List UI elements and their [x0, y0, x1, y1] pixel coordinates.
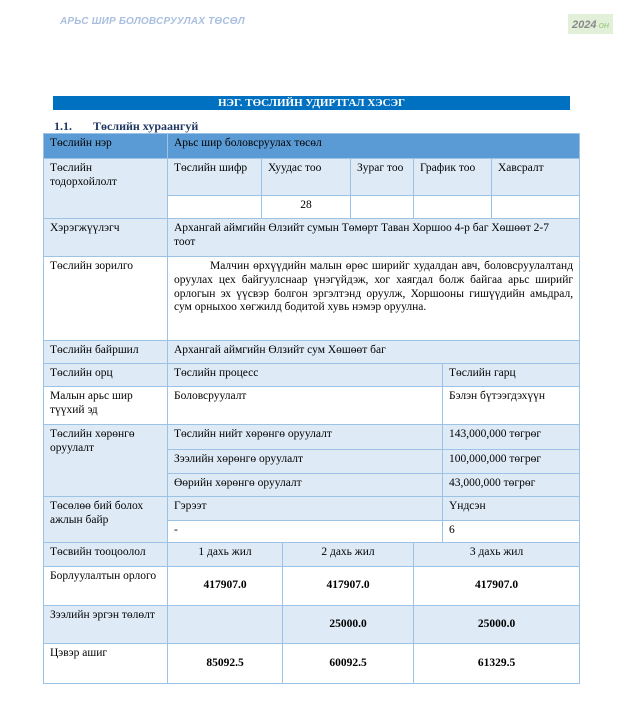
- table-row: [44, 567, 580, 606]
- row-value: 417907.0: [283, 567, 414, 606]
- row-label: Зээлийн эргэн төлөлт: [44, 606, 168, 644]
- table-row: [44, 425, 580, 450]
- invest-label: Төслийн хөрөнгө оруулалт: [44, 425, 168, 497]
- executor-label: Хэрэгжүүлэгч: [44, 219, 168, 257]
- invest-row-value: 100,000,000 төгрөг: [443, 450, 580, 474]
- calc-label: Төсвийн тооцоолол: [44, 543, 168, 567]
- input-label: Төслийн орц: [44, 364, 168, 387]
- row-label: Цэвэр ашиг: [44, 644, 168, 684]
- invest-row-value: 43,000,000 төгрөг: [443, 474, 580, 497]
- row-value: 61329.5: [414, 644, 580, 684]
- table-row: [44, 387, 580, 425]
- row-value: 417907.0: [414, 567, 580, 606]
- purpose-value: Малчин өрхүүдийн малын өрөс ширийг худалдан авч, боловсруулалтанд оруулах цех байгуулснаар үнэгүйдэж, хог хаягдал болж байгаа арьс ширийг орлогын эх үүсвэр болгон эргэлтэнд оруулж, Хоршооны гишүүдийн амьдрал, сум орныхоо хөгжилд бодитой хувь нэмэр оруулна.: [168, 257, 580, 341]
- table-row: [44, 257, 580, 341]
- table-row: [44, 159, 580, 196]
- subsection-number: 1.1.: [54, 119, 72, 133]
- details-col: Хавсралт: [492, 159, 580, 196]
- details-label: Төслийн тодорхойлолт: [44, 159, 168, 219]
- raw-material-label: Малын арьс шир түүхий эд: [44, 387, 168, 425]
- invest-row-value: 143,000,000 төгрөг: [443, 425, 580, 450]
- details-val: [351, 196, 414, 219]
- row-value: 25000.0: [283, 606, 414, 644]
- invest-row-label: Зээлийн хөрөнгө оруулалт: [168, 450, 443, 474]
- jobs-label: Төсөлөө бий болох ажлын байр: [44, 497, 168, 543]
- subsection-title: Төслийн хураангуй: [93, 119, 199, 133]
- table-row: [44, 341, 580, 364]
- details-col: Төслийн шифр: [168, 159, 262, 196]
- location-label: Төслийн байршил: [44, 341, 168, 364]
- details-col: График тоо: [414, 159, 492, 196]
- output-value: Бэлэн бүтээгдэхүүн: [443, 387, 580, 425]
- details-val: 28: [262, 196, 351, 219]
- details-val: [492, 196, 580, 219]
- row-value: 25000.0: [414, 606, 580, 644]
- table-row: [44, 644, 580, 684]
- document-header-title: АРЬС ШИР БОЛОВСРУУЛАХ ТӨСӨЛ: [60, 16, 245, 27]
- process-label: Төслийн процесс: [168, 364, 443, 387]
- year-col: 2 дахь жил: [283, 543, 414, 567]
- table-row: [44, 497, 580, 521]
- project-name-value: Арьс шир боловсруулах төсөл: [168, 134, 580, 159]
- table-row: [44, 606, 580, 644]
- subsection-heading: [54, 119, 198, 134]
- location-value: Архангай аймгийн Өлзийт сум Хөшөөт баг: [168, 341, 580, 364]
- jobs-col: Үндсэн: [443, 497, 580, 521]
- details-col: Хуудас тоо: [262, 159, 351, 196]
- details-val: [168, 196, 262, 219]
- jobs-val: 6: [443, 521, 580, 543]
- row-value: 85092.5: [168, 644, 283, 684]
- invest-row-label: Өөрийн хөрөнгө оруулалт: [168, 474, 443, 497]
- table-row: [44, 134, 580, 159]
- details-val: [414, 196, 492, 219]
- year-suffix: ОН: [598, 23, 609, 30]
- table-row: [44, 364, 580, 387]
- details-col: Зураг тоо: [351, 159, 414, 196]
- jobs-col: Гэрээт: [168, 497, 443, 521]
- project-name-label: Төслийн нэр: [44, 134, 168, 159]
- process-value: Боловсруулалт: [168, 387, 443, 425]
- section-title: НЭГ. ТӨСЛИЙН УДИРТГАЛ ХЭСЭГ: [53, 96, 570, 110]
- invest-row-label: Төслийн нийт хөрөнгө оруулалт: [168, 425, 443, 450]
- year-badge: [568, 14, 613, 34]
- executor-value: Архангай аймгийн Өлзийт сумын Төмөрт Таван Хоршоо 4-р баг Хөшөөт 2-7 тоот: [168, 219, 580, 257]
- row-value: 60092.5: [283, 644, 414, 684]
- output-label: Төслийн гарц: [443, 364, 580, 387]
- row-label: Борлуулалтын орлого: [44, 567, 168, 606]
- year-text: 2024: [572, 19, 597, 31]
- jobs-val: -: [168, 521, 443, 543]
- row-value: [168, 606, 283, 644]
- table-row: [44, 543, 580, 567]
- year-col: 3 дахь жил: [414, 543, 580, 567]
- table-row: [44, 219, 580, 257]
- year-col: 1 дахь жил: [168, 543, 283, 567]
- purpose-label: Төслийн зорилго: [44, 257, 168, 341]
- row-value: 417907.0: [168, 567, 283, 606]
- project-summary-table: [43, 133, 580, 684]
